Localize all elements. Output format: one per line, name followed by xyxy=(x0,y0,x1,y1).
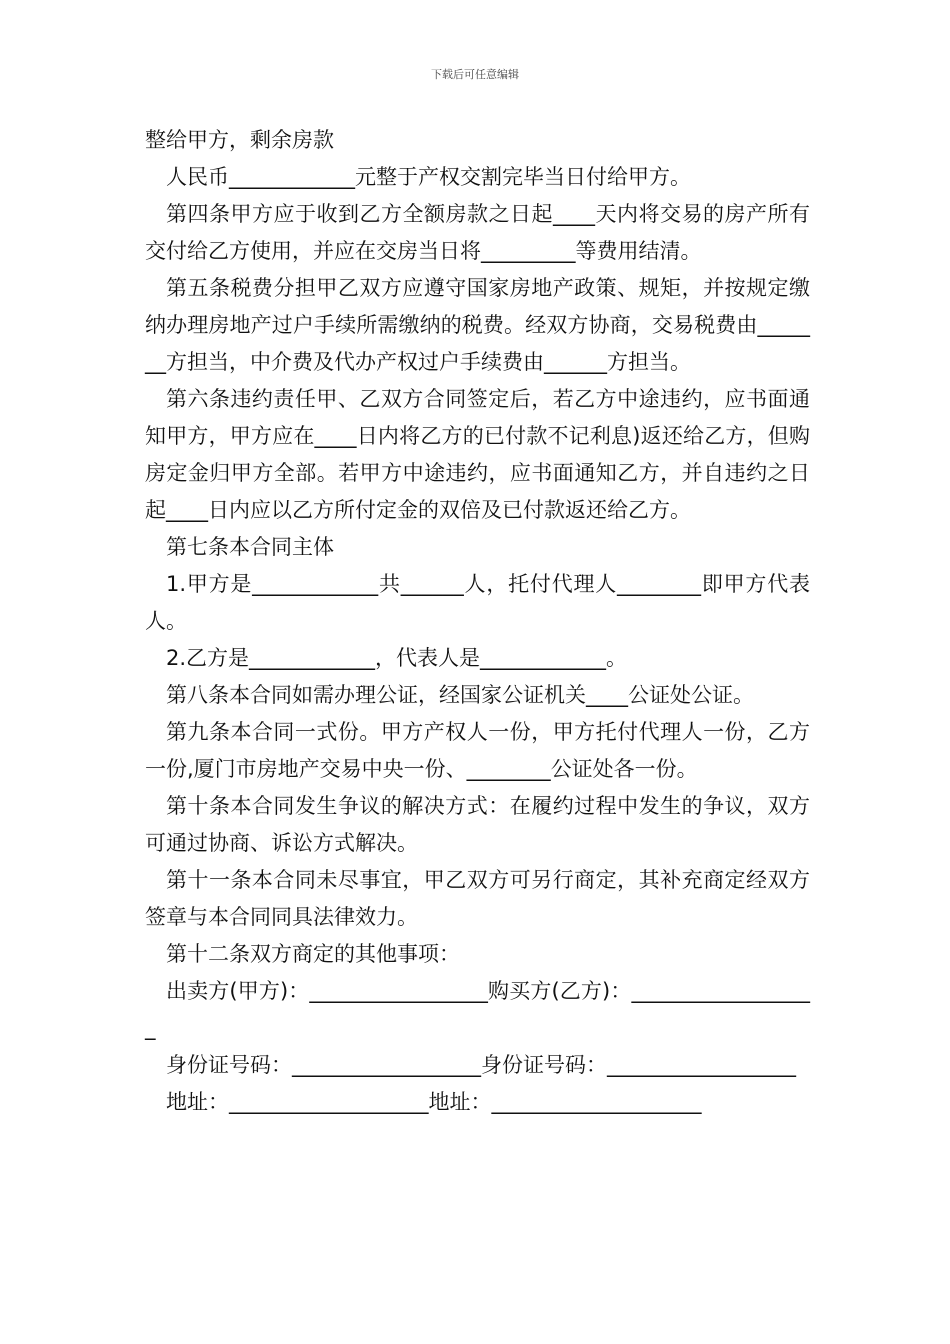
paragraph: 第十一条本合同未尽事宜，甲乙双方可另行商定，其补充商定经双方签章与本合同同具法律效力。 xyxy=(145,868,810,929)
paragraph: 第六条违约责任甲、乙双方合同签定后，若乙方中途违约，应书面通知甲方，甲方应在____日内将乙方的已付款不记利息)返还给乙方，但购房定金归甲方全部。若甲方中途违约，应书面通知乙方，并自违约之日起____日内应以乙方所付定金的双倍及已付款返还给乙方。 xyxy=(145,387,810,522)
signature-line-id: 身份证号码：__________________身份证号码：__________________ xyxy=(166,1053,796,1077)
paragraph: 第七条本合同主体 xyxy=(166,535,334,559)
paragraph: 第四条甲方应于收到乙方全额房款之日起____天内将交易的房产所有交付给乙方使用，并应在交房当日将_________等费用结清。 xyxy=(145,202,810,263)
paragraph: 第八条本合同如需办理公证，经国家公证机关____公证处公证。 xyxy=(166,683,754,707)
paragraph: 人民币____________元整于产权交割完毕当日付给甲方。 xyxy=(166,165,691,189)
paragraph: 第九条本合同一式份。甲方产权人一份，甲方托付代理人一份，乙方一份,厦门市房地产交易中央一份、________公证处各一份。 xyxy=(145,720,810,781)
signature-line-address: 地址：___________________地址：____________________ xyxy=(166,1090,702,1114)
paragraph: 第十二条双方商定的其他事项： xyxy=(166,942,460,966)
signature-line-parties: 出卖方(甲方)：_________________购买方(乙方)：__________________ xyxy=(145,979,810,1040)
paragraph: 第十条本合同发生争议的解决方式：在履约过程中发生的争议，双方可通过协商、诉讼方式解决。 xyxy=(145,794,810,855)
paragraph: 2.乙方是____________，代表人是____________。 xyxy=(166,646,628,670)
paragraph: 第五条税费分担甲乙双方应遵守国家房地产政策、规矩，并按规定缴纳办理房地产过户手续所需缴纳的税费。经双方协商，交易税费由_______方担当，中介费及代办产权过户手续费由______方担当。 xyxy=(145,276,810,374)
paragraph: 整给甲方，剩余房款 xyxy=(145,128,334,152)
page-header: 下载后可任意编辑 xyxy=(431,68,519,81)
document-body xyxy=(145,122,810,1121)
paragraph: 1.甲方是____________共______人，托付代理人________即甲方代表人。 xyxy=(145,572,810,633)
